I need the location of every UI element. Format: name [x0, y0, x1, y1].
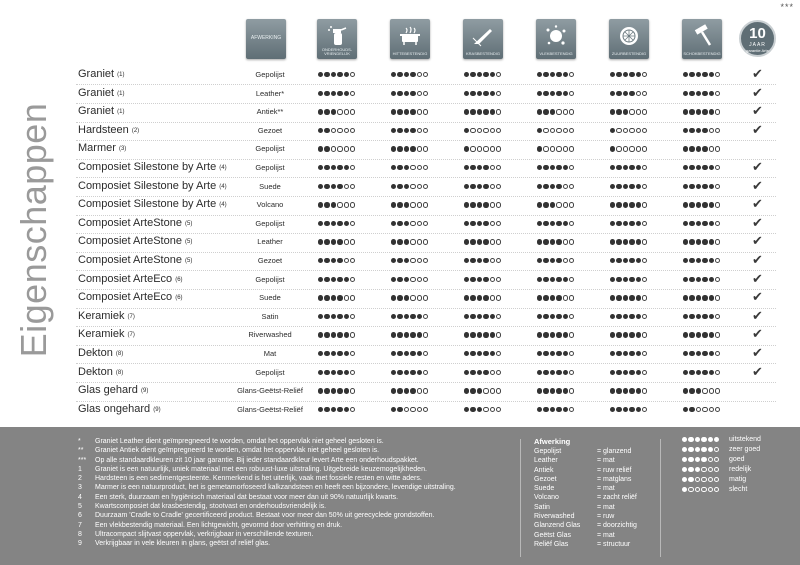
warranty-check-icon: ✔: [752, 233, 763, 249]
rating-dots: [683, 128, 721, 135]
material-name: Composiet ArteStone $^{(5)}$: [78, 254, 193, 266]
rating-dots: [464, 332, 502, 339]
table-row: [0, 252, 800, 271]
rating-dots: [464, 258, 502, 265]
finish-value: Gezoet: [257, 256, 283, 265]
rating-dots: [537, 295, 575, 302]
rating-dots: [318, 72, 356, 79]
table-row: [0, 103, 800, 122]
table-row: [0, 122, 800, 141]
impact-column-header: SCHOKBESTENDIG: [682, 19, 722, 59]
rating-dots: [682, 487, 720, 494]
legend-item: Volcano = zacht reliëf: [534, 494, 637, 502]
material-name: Graniet $^{(1)}$: [78, 68, 125, 80]
table-row: [0, 308, 800, 327]
rating-dots: [610, 221, 648, 228]
warranty-badge: 10 JAAR garantie Arte: [739, 20, 776, 57]
rating-dots: [464, 184, 502, 191]
warranty-check-icon: ✔: [752, 326, 763, 342]
legend-item: Gepolijst = glanzend: [534, 448, 632, 455]
table-row: [0, 140, 800, 159]
rating-dots: [391, 370, 429, 377]
rating-dots: [318, 128, 356, 135]
footnote: * Graniet Leather dient geïmpregneerd te worden, omdat het oppervlak niet geheel gesloten is.: [78, 438, 384, 445]
rating-dots: [391, 239, 429, 246]
rating-dots: [610, 165, 648, 172]
rating-dots: [464, 407, 502, 414]
rating-dots: [610, 128, 648, 135]
finish-value: Leather*: [255, 88, 285, 98]
rating-dots: [318, 239, 356, 246]
finish-column-header: AFWERKING: [246, 19, 286, 59]
material-name: Composiet ArteEco $^{(6)}$: [78, 272, 183, 285]
material-name: Marmer $^{(3)}$: [78, 142, 127, 155]
rating-dots: [464, 221, 502, 228]
rating-dots: [391, 165, 429, 172]
finish-value: Riverwashed: [248, 330, 292, 340]
finish-value: Gezoet: [257, 125, 283, 135]
rating-dots: [683, 277, 721, 284]
rating-dots: [391, 221, 429, 228]
table-row: [0, 233, 800, 252]
rating-dots: [464, 109, 502, 116]
rating-dots: [318, 91, 356, 98]
finish-value: Leather: [257, 237, 283, 247]
rating-dots: [318, 370, 356, 377]
rating-dots: [682, 467, 720, 474]
rating-dots: [610, 388, 648, 395]
footnote: 7 Een vlekbestendig materiaal. Een lichtgewicht, gevormd door verhitting en druk.: [78, 521, 343, 529]
rating-dots: [683, 407, 721, 414]
legend-item: Leather = mat: [534, 457, 615, 465]
material-name: Composiet Silestone by Arte $^{(4)}$: [78, 179, 227, 192]
rating-dots: [682, 477, 720, 484]
rating-dots: [537, 184, 575, 191]
rating-dots: [610, 109, 648, 116]
warranty-check-icon: ✔: [752, 252, 763, 267]
rating-dots: [318, 258, 356, 265]
rating-dots: [391, 202, 429, 209]
material-name: Dekton $^{(8)}$: [78, 365, 124, 378]
rating-dots: [537, 146, 575, 153]
lemon-icon: [617, 24, 641, 48]
footnote: 6 Duurzaam 'Cradle to Cradle' gecertificeerd product. Bestaat voor meer dan 50% uit gerecyclede grondstoffen.: [78, 512, 435, 520]
warranty-check-icon: ✔: [752, 270, 763, 286]
rating-dots: [537, 277, 575, 284]
rating-dots: [318, 146, 356, 153]
rating-dots: [537, 258, 575, 265]
legend-item: Satin = mat: [534, 503, 615, 511]
rating-dots: [318, 221, 356, 228]
footnote: 3 Marmer is een natuurproduct, het is gemetamorfoseerd kalkzandsteen en heeft een bijzondere, levendige uitstraling.: [78, 484, 456, 492]
material-name: Glas gehard $^{(9)}$: [78, 384, 149, 397]
rating-dots: [683, 91, 721, 98]
rating-dots: [391, 184, 429, 191]
material-name: Keramiek $^{(7)}$: [78, 328, 135, 341]
rating-dots: [610, 277, 648, 284]
finish-value: Gepolijst: [255, 70, 285, 79]
footnotes: [78, 437, 508, 549]
rating-dots: [683, 332, 721, 339]
table-row: [0, 85, 800, 104]
warranty-check-icon: ✔: [752, 307, 763, 323]
material-name: Composiet ArteStone $^{(5)}$: [78, 216, 193, 229]
rating-dots: [610, 202, 648, 209]
rating-dots: [537, 165, 575, 172]
rating-dots: [683, 258, 721, 265]
rating-dots: [683, 72, 721, 79]
table-row: [0, 159, 800, 178]
hammer-icon: [690, 24, 714, 48]
rating-dots: [537, 239, 575, 246]
rating-dots: [537, 72, 575, 79]
table-row: [0, 364, 800, 383]
rating-dots: [610, 351, 648, 358]
finish-value: Gepolijst: [255, 218, 285, 228]
stain-column-header: VLEKBESTENDIG: [536, 19, 576, 59]
rating-dots: [537, 91, 575, 98]
material-name: Keramiek $^{(7)}$: [78, 309, 135, 322]
table-row: [0, 215, 800, 234]
rating-dots: [537, 221, 575, 228]
rating-dots: [683, 388, 721, 395]
scratch-column-header: KRASBESTENDIG: [463, 19, 503, 59]
rating-dots: [683, 146, 721, 153]
warranty-check-icon: ✔: [752, 159, 763, 174]
heat-column-header: HITTEBESTENDIG: [390, 19, 430, 59]
legend-item: Gezoet = matglans: [534, 475, 632, 483]
rating-dots: [391, 332, 429, 339]
finish-value: Mat: [263, 349, 277, 358]
footnote: 4 Een sterk, duurzaam en hygiënisch materiaal dat bestaat voor meer dan uit 90% natuurlijk kwarts.: [78, 493, 399, 501]
finish-value: Gepolijst: [255, 163, 285, 172]
rating-dots: [683, 314, 721, 321]
rating-dots: [391, 351, 429, 358]
rating-dots: [610, 314, 648, 321]
rating-dots: [682, 457, 720, 464]
footnote: 2 Hardsteen is een sedimentgesteente. Kenmerkend is het uiterlijk, vaak met fossiele resten en witte aders.: [78, 475, 422, 483]
table-row: [0, 401, 800, 420]
rating-dots: [464, 239, 502, 246]
finish-value: Suede: [259, 181, 281, 191]
rating-dots: [537, 202, 575, 209]
rating-dots: [318, 277, 356, 284]
warranty-check-icon: ✔: [752, 121, 763, 137]
rating-dots: [318, 388, 356, 395]
rating-dots: [610, 407, 648, 414]
finish-value: Suede: [259, 293, 281, 303]
finish-value: Glans-Geëtst-Reliëf: [237, 386, 303, 396]
rating-dots: [682, 447, 720, 454]
rating-dots: [391, 91, 429, 98]
rating-dots: [318, 314, 356, 321]
rating-dots: [537, 407, 575, 414]
rating-dots: [391, 295, 429, 302]
rating-dots: [683, 351, 721, 358]
finish-value: Satin: [261, 311, 279, 321]
rating-dots: [537, 109, 575, 116]
rating-dots: [683, 295, 721, 302]
rating-dots: [391, 407, 429, 414]
warranty-check-icon: ✔: [752, 177, 763, 193]
splash-icon: [544, 24, 568, 48]
rating-dots: [683, 221, 721, 228]
rating-dots: [537, 128, 575, 135]
rating-dots: [683, 109, 721, 116]
rating-dots: [610, 72, 648, 79]
rating-dots: [683, 165, 721, 172]
acid-column-header: ZUURBESTENDIG: [609, 19, 649, 59]
rating-dots: [391, 109, 429, 116]
rating-dots: [683, 239, 721, 246]
warranty-check-icon: ✔: [752, 196, 763, 212]
rating-dots: [318, 202, 356, 209]
table-row: [0, 196, 800, 215]
material-name: Composiet Silestone by Arte $^{(4)}$: [78, 161, 227, 173]
material-name: Graniet $^{(1)}$: [78, 86, 125, 99]
rating-dots: [683, 184, 721, 191]
legend-item: Geëtst Glas = mat: [534, 531, 615, 539]
rating-dots: [318, 351, 356, 358]
rating-dots: [318, 165, 356, 172]
knife-icon: [471, 24, 495, 48]
rating-dots: [391, 388, 429, 395]
rating-dots: [610, 332, 648, 339]
rating-dots: [610, 146, 648, 153]
warranty-check-icon: ✔: [752, 66, 763, 81]
material-name: Graniet $^{(1)}$: [78, 105, 125, 118]
rating-dots: [537, 314, 575, 321]
rating-dots: [318, 295, 356, 302]
finish-value: Gepolijst: [255, 367, 285, 377]
footer-panel: * Graniet Leather dient geïmpregneerd te worden, omdat het oppervlak niet geheel gesloten is. ** Graniet Antiek dient geïmpregneerd te worden, omdat het oppervlak niet geheel gesloten is. *** Op alle standaardkleuren zit 10 jaar garantie. Bij ieder standaardkleur levert Arte een onderhoudspakket. 1 Graniet is een natuurlijk, uniek materiaal met een robuust-luxe uitstraling. Uitgebreide keuzemogelijkheden. 2 Hardsteen is een sedimentgesteente. Kenmerkend is het uiterlijk, vaak met fossiele resten en witte aders. 3 Marmer is een natuurproduct, het is gemetamorfoseerd kalkzandsteen en heeft een bijzondere, levendige uitstraling. 4 Een sterk, duurzaam en hygiënisch materiaal dat bestaat voor meer dan uit 90% natuurlijk kwarts. 5 Kwartscomposiet dat krasbestendig, stootvast en onderhoudsvriendelijk is. 6 Duurzaam 'Cradle to Cradle' gecertificeerd product. Bestaat voor meer dan 50% uit gerecyclede grondstoffen. 7 Een vlekbestendig materiaal. Een lichtgewicht, gevormd door verhitting en druk. 8 Ultracompact slijtvast oppervlak, verkrijgbaar in verschillende texturen. 9 Verkrijgbaar in vele kleuren in glans, geëtst of reliëf glas. Afwerking Gepolijst = glanzend Leather = mat Antiek = ruw reliëf Gezoet = matglans Suede = mat Volcano = zacht reliëf Satin = mat Riverwashed = ruw Glanzend Glas = doorzichtig Geëtst Glas = mat Reliëf Glas = structuur uitstekend zeer goed goed redelijk matig slecht: [0, 427, 800, 565]
legend-item: Glanzend Glas = doorzichtig: [534, 522, 637, 530]
table-row: [0, 382, 800, 401]
table-row: [0, 66, 800, 85]
finish-value: Glans-Geëtst-Reliëf: [237, 404, 303, 414]
material-name: Hardsteen $^{(2)}$: [78, 123, 140, 136]
spray-bottle-icon: [325, 24, 349, 48]
rating-dots: [610, 91, 648, 98]
rating-dots: [318, 184, 356, 191]
material-name: Composiet Silestone by Arte $^{(4)}$: [78, 198, 227, 211]
rating-dots: [464, 165, 502, 172]
rating-dots: [464, 388, 502, 395]
rating-dots: [318, 109, 356, 116]
rating-dots: [610, 295, 648, 302]
rating-dots: [537, 370, 575, 377]
rating-dots: [318, 407, 356, 414]
footnote: 9 Verkrijgbaar in vele kleuren in glans, geëtst of reliëf glas.: [78, 540, 271, 548]
rating-dots: [610, 184, 648, 191]
legend-item: Antiek = ruw reliëf: [534, 466, 632, 474]
legend-item: Riverwashed = ruw: [534, 513, 615, 521]
rating-dots: [391, 258, 429, 265]
warranty-check-icon: ✔: [752, 289, 763, 305]
rating-dots: [610, 370, 648, 377]
table-row: [0, 178, 800, 197]
rating-dots: [391, 146, 429, 153]
finish-value: Antiek**: [256, 107, 284, 117]
legend-item: Reliëf Glas = structuur: [534, 540, 631, 548]
rating-dots: [391, 277, 429, 284]
warranty-check-icon: ✔: [752, 345, 763, 360]
rating-dots: [537, 332, 575, 339]
page-title: Eigenschappen: [13, 102, 54, 358]
footnote: 1 Graniet is een natuurlijk, uniek materiaal met een robuust-luxe uitstraling. Uitgebreide keuzemogelijkheden.: [78, 465, 427, 473]
warranty-check-icon: ✔: [752, 103, 763, 119]
rating-dots: [464, 277, 502, 284]
material-name: Composiet ArteStone $^{(5)}$: [78, 235, 193, 248]
legend-item: Suede = mat: [534, 485, 615, 493]
footnote: 5 Kwartscomposiet dat krasbestendig, stootvast en onderhoudsvriendelijk is.: [78, 503, 327, 511]
rating-dots: [318, 332, 356, 339]
footnote-marker: ***: [780, 2, 794, 12]
maintenance-column-header: ONDERHOUDS-VRIENDELIJK: [317, 19, 357, 59]
finish-value: Gepolijst: [255, 144, 285, 154]
material-name: Glas ongehard $^{(9)}$: [78, 402, 161, 415]
rating-dots: [464, 202, 502, 209]
rating-dots: [682, 437, 720, 444]
rating-dots: [464, 295, 502, 302]
rating-dots: [537, 351, 575, 358]
table-row: [0, 271, 800, 290]
material-name: Composiet ArteEco $^{(6)}$: [78, 291, 183, 304]
table-row: [0, 345, 800, 364]
rating-dots: [391, 314, 429, 321]
rating-dots: [683, 202, 721, 209]
rating-dots: [610, 239, 648, 246]
warranty-check-icon: ✔: [752, 214, 763, 230]
table-row: [0, 326, 800, 345]
material-name: Dekton $^{(8)}$: [78, 347, 124, 359]
rating-dots: [464, 91, 502, 98]
finish-value: Volcano: [256, 200, 284, 210]
warranty-check-icon: ✔: [752, 84, 763, 100]
rating-dots: [391, 72, 429, 79]
rating-dots: [537, 388, 575, 395]
table-row: [0, 289, 800, 308]
rating-dots: [464, 370, 502, 377]
finish-legend: Afwerking Gepolijst = glanzend Leather = mat Antiek = ruw reliëf Gezoet = matglans Suede = mat Volcano = zacht reliëf Satin = mat Riverwashed = ruw Glanzend Glas = doorzichtig Geëtst Glas = mat Reliëf Glas = structuur: [534, 437, 654, 549]
rating-dots: [464, 72, 502, 79]
rating-dots: [464, 314, 502, 321]
footnote: 8 Ultracompact slijtvast oppervlak, verkrijgbaar in verschillende texturen.: [78, 530, 314, 538]
rating-dots: [464, 128, 502, 135]
rating-dots: [464, 351, 502, 358]
rating-dots: [464, 146, 502, 153]
rating-dots: [683, 370, 721, 377]
rating-dots: [610, 258, 648, 265]
finish-value: Gepolijst: [255, 274, 285, 284]
warranty-check-icon: ✔: [752, 363, 763, 379]
footnote: ** Graniet Antiek dient geïmpregneerd te worden, omdat het oppervlak niet geheel gesloten is.: [78, 447, 380, 455]
rating-dots: [391, 128, 429, 135]
footnote: *** Op alle standaardkleuren zit 10 jaar garantie. Bij ieder standaardkleur levert Arte een onderhoudspakket.: [78, 456, 419, 464]
hot-pan-icon: [398, 24, 422, 48]
